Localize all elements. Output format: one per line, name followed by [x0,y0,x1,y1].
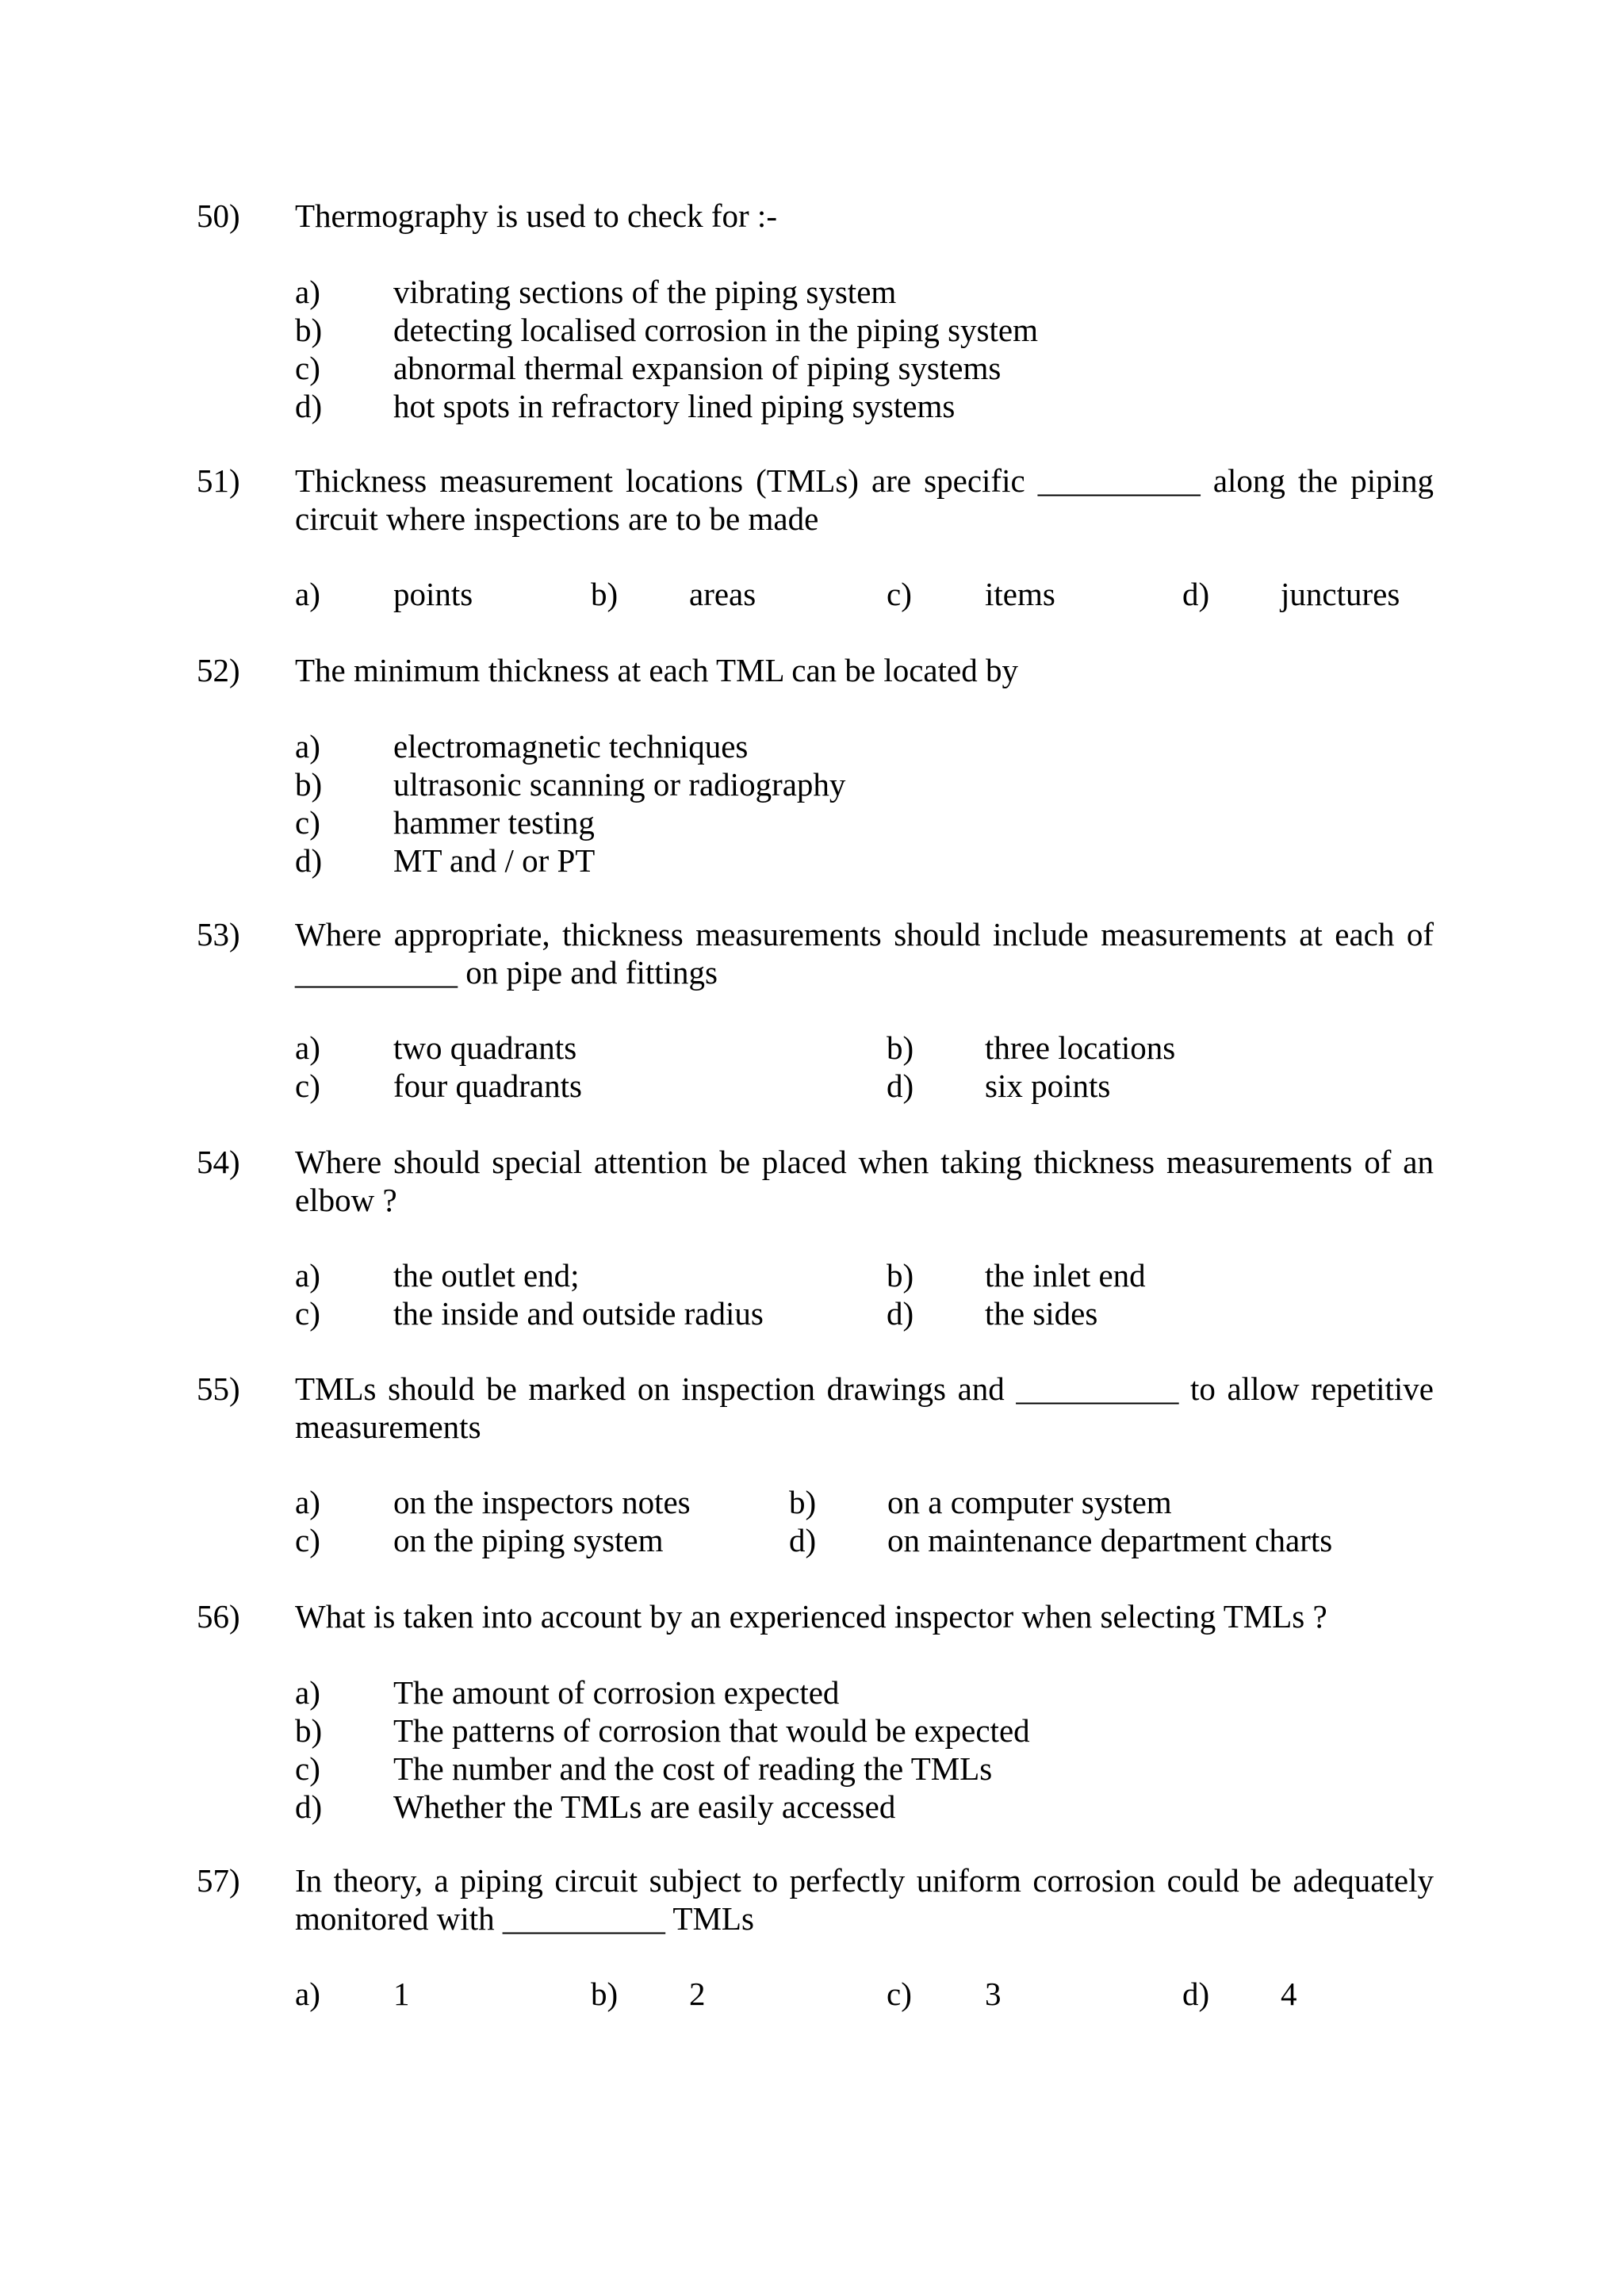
question-text: Thermography is used to check for :- [295,197,777,234]
option-letter: a) [295,728,320,765]
option-letter: d) [295,388,323,424]
question-text: In theory, a piping circuit subject to perfectly uniform corrosion could be adequately monitored with __________ TMLs [295,1862,1434,1937]
option-letter: b) [295,766,323,803]
question-54 [197,1143,1434,1332]
option-text: hammer testing [393,804,595,841]
option-letter: c) [887,1976,912,2012]
question-text: Thickness measurement locations (TMLs) are specific __________ along the piping circuit where inspections are to be made [295,462,1434,537]
question-51 [197,462,1434,612]
option-letter: a) [295,1976,320,2012]
question-number: 57) [197,1862,240,1899]
option-letter: a) [295,576,320,612]
option-text: abnormal thermal expansion of piping systems [393,350,1002,386]
option-text: 2 [689,1976,706,2012]
question-text: The minimum thickness at each TML can be located by [295,652,1018,688]
option-text: vibrating sections of the piping system [393,274,897,310]
option-letter: a) [295,274,320,310]
option-text: The number and the cost of reading the TMLs [393,1750,993,1787]
option-text: on maintenance department charts [887,1522,1333,1558]
option-letter: a) [295,1257,320,1294]
option-text: electromagnetic techniques [393,728,749,765]
option-text: the inlet end [985,1257,1146,1294]
option-letter: c) [295,1295,320,1332]
option-letter: a) [295,1484,320,1520]
option-letter: b) [295,312,323,348]
option-text: four quadrants [393,1068,582,1104]
option-text: on the piping system [393,1522,664,1558]
option-letter: c) [295,1750,320,1787]
option-text: on a computer system [887,1484,1172,1520]
question-52 [197,651,1434,879]
option-text: junctures [1281,576,1400,612]
question-number: 53) [197,916,240,953]
question-53 [197,915,1434,1104]
option-letter: b) [591,576,619,612]
option-letter: d) [789,1522,817,1558]
question-text: Where should special attention be placed when taking thickness measurements of an elbow ? [295,1144,1434,1218]
option-text: the sides [985,1295,1098,1332]
option-text: on the inspectors notes [393,1484,691,1520]
option-text: items [985,576,1055,612]
question-text: TMLs should be marked on inspection drawings and __________ to allow repetitive measurements [295,1370,1434,1445]
option-text: The patterns of corrosion that would be expected [393,1712,1030,1749]
option-letter: c) [295,804,320,841]
option-text: 3 [985,1976,1002,2012]
option-text: MT and / or PT [393,842,596,879]
option-letter: b) [591,1976,619,2012]
option-text: 4 [1281,1976,1297,2012]
question-number: 52) [197,652,240,688]
option-text: detecting localised corrosion in the piping system [393,312,1038,348]
option-text: three locations [985,1029,1176,1066]
option-text: hot spots in refractory lined piping systems [393,388,956,424]
option-letter: d) [1182,576,1210,612]
question-56 [197,1597,1434,1825]
option-text: points [393,576,473,612]
option-letter: b) [887,1257,914,1294]
option-letter: d) [1182,1976,1210,2012]
question-number: 55) [197,1370,240,1407]
option-letter: d) [887,1295,914,1332]
option-text: the outlet end; [393,1257,580,1294]
option-letter: c) [887,576,912,612]
option-letter: a) [295,1029,320,1066]
question-55 [197,1370,1434,1558]
question-number: 51) [197,462,240,499]
option-letter: d) [887,1068,914,1104]
option-letter: b) [789,1484,817,1520]
option-text: ultrasonic scanning or radiography [393,766,846,803]
option-text: two quadrants [393,1029,577,1066]
option-text: Whether the TMLs are easily accessed [393,1788,896,1825]
question-number: 54) [197,1144,240,1180]
option-text: the inside and outside radius [393,1295,764,1332]
question-number: 50) [197,197,240,234]
option-text: areas [689,576,756,612]
option-letter: c) [295,350,320,386]
question-57 [197,1861,1434,2012]
option-letter: c) [295,1068,320,1104]
option-letter: d) [295,842,323,879]
option-text: 1 [393,1976,410,2012]
option-text: The amount of corrosion expected [393,1674,840,1711]
option-letter: c) [295,1522,320,1558]
question-text: Where appropriate, thickness measurements should include measurements at each of __________ on pipe and fittings [295,916,1434,991]
question-text: What is taken into account by an experienced inspector when selecting TMLs ? [295,1598,1327,1635]
question-50 [197,197,1434,424]
option-letter: d) [295,1788,323,1825]
option-letter: a) [295,1674,320,1711]
option-letter: b) [887,1029,914,1066]
option-text: six points [985,1068,1111,1104]
question-number: 56) [197,1598,240,1635]
option-letter: b) [295,1712,323,1749]
